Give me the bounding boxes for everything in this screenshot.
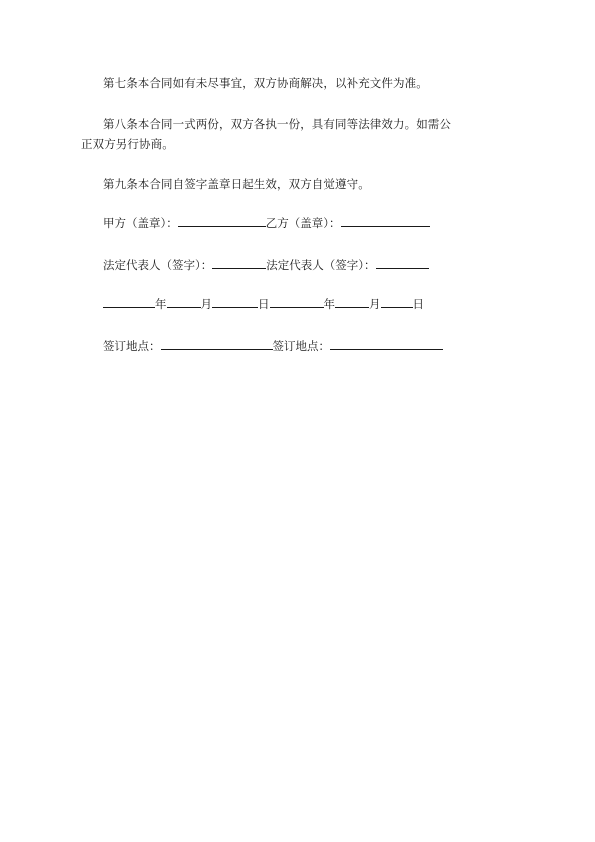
legal-rep-b-label: 法定代表人（签字）： — [266, 258, 376, 272]
date-a-month-blank — [167, 296, 201, 308]
date-row — [103, 296, 450, 312]
clause-9: 第九条本合同自签字盖章日起生效，双方自觉遵守。 — [103, 177, 370, 191]
party-b-seal-blank — [341, 215, 430, 227]
date-a-month-label: 月 — [200, 297, 212, 311]
place-a-label: 签订地点： — [103, 339, 161, 353]
date-b-month-label: 月 — [369, 297, 381, 311]
date-a-year-label: 年 — [155, 297, 167, 311]
date-b-day-label: 日 — [412, 297, 424, 311]
legal-rep-row — [103, 257, 450, 273]
place-b-label: 签订地点： — [272, 339, 330, 353]
place-b-blank — [330, 338, 443, 350]
clause-7: 第七条本合同如有未尽事宜，双方协商解决，以补充文件为准。 — [103, 76, 428, 90]
date-b-month-blank — [335, 296, 369, 308]
date-b-day-blank — [381, 296, 413, 308]
party-a-seal-blank — [178, 215, 266, 227]
place-a-blank — [161, 338, 273, 350]
place-row — [103, 338, 450, 354]
party-b-seal-label: 乙方（盖章）： — [265, 216, 341, 230]
party-a-seal-label: 甲方（盖章）： — [103, 216, 178, 230]
legal-rep-a-label: 法定代表人（签字）： — [103, 258, 213, 272]
legal-rep-b-blank — [376, 257, 429, 269]
date-a-day-blank — [212, 296, 258, 308]
legal-rep-a-blank — [212, 257, 266, 269]
date-b-year-label: 年 — [323, 297, 335, 311]
date-a-day-label: 日 — [258, 297, 270, 311]
clause-8: 第八条本合同一式两份，双方各执一份，具有同等法律效力。如需公正双方另行协商。 — [81, 117, 451, 151]
date-b-year-blank — [270, 296, 324, 308]
date-a-year-blank — [103, 296, 155, 308]
seal-row — [103, 215, 450, 231]
